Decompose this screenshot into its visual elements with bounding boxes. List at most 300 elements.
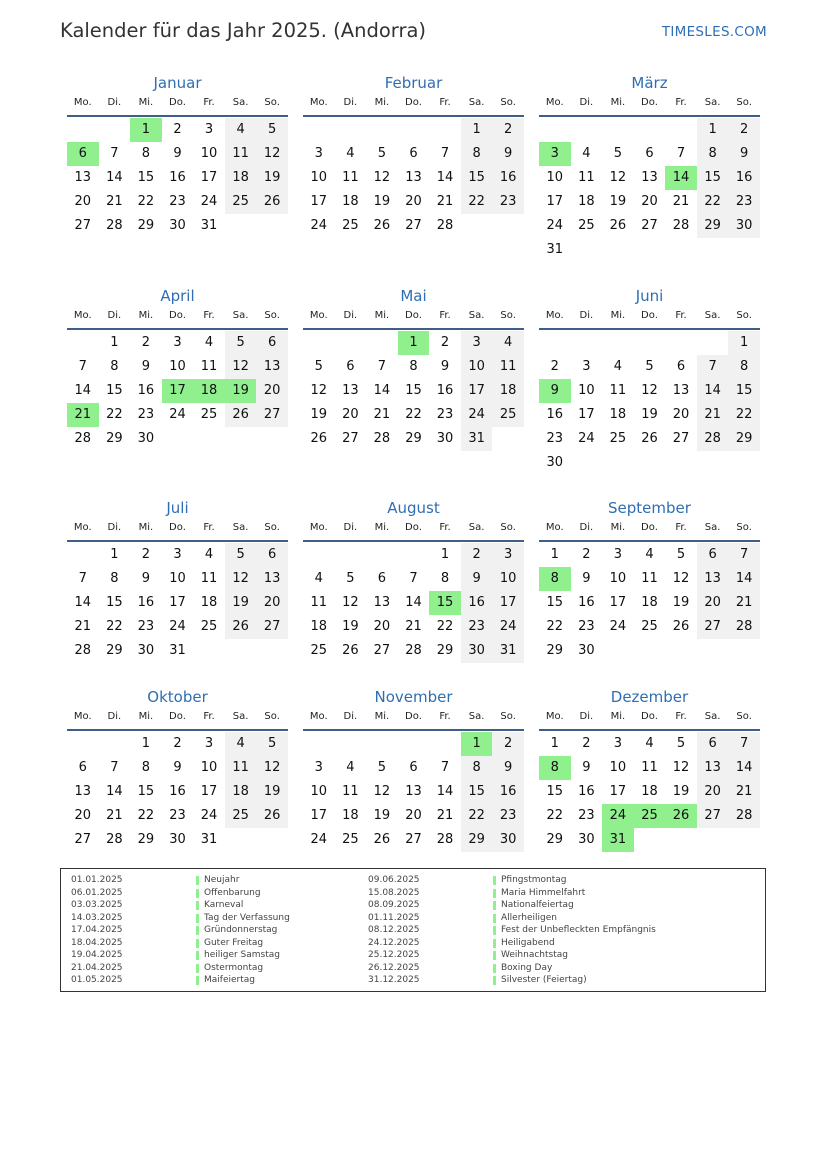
empty-cell — [303, 543, 335, 567]
weekday-label: Sa. — [232, 97, 249, 108]
day-cell: 8 — [409, 359, 418, 374]
day-cell: 29 — [137, 832, 155, 847]
day-grid — [67, 330, 288, 451]
day-cell: 24 — [492, 615, 524, 639]
day-cell: 14 — [728, 756, 760, 780]
day-cell: 16 — [137, 595, 155, 610]
day-cell: 28 — [74, 643, 92, 658]
day-cell: 19 — [225, 591, 257, 615]
day-cell: 7 — [377, 359, 387, 374]
day-cell: 10 — [169, 571, 186, 586]
weekday-label: Sa. — [468, 711, 485, 722]
day-cell: 13 — [256, 355, 288, 379]
month-name: November — [374, 688, 453, 706]
day-cell: 11 — [578, 170, 595, 185]
day-cell: 28 — [405, 643, 422, 658]
day-cell: 7 — [728, 732, 760, 756]
month-name: Mai — [400, 287, 427, 305]
day-cell: 18 — [641, 595, 658, 610]
weekday-label: Fr. — [203, 310, 215, 321]
day-cell: 26 — [672, 619, 690, 634]
day-cell: 8 — [461, 142, 493, 166]
day-cell: 19 — [373, 194, 391, 209]
weekday-label: Sa. — [704, 711, 721, 722]
day-cell: 5 — [676, 547, 686, 562]
day-cell: 14 — [436, 170, 454, 185]
empty-cell — [429, 732, 461, 756]
day-cell: 11 — [641, 760, 658, 775]
day-grid — [539, 731, 760, 852]
weekday-label: So. — [264, 522, 280, 533]
empty-cell — [303, 331, 335, 355]
day-cell: 21 — [106, 194, 123, 209]
day-cell: 13 — [74, 784, 92, 799]
weekday-label: Sa. — [468, 97, 485, 108]
weekday-label: Mi. — [374, 522, 390, 533]
weekday-label: Mi. — [374, 310, 390, 321]
day-cell: 19 — [373, 808, 391, 823]
day-cell: 6 — [78, 760, 87, 775]
day-cell: 10 — [169, 359, 186, 374]
day-cell: 27 — [697, 804, 729, 828]
day-cell: 16 — [169, 784, 186, 799]
day-cell: 29 — [106, 643, 123, 658]
day-cell: 28 — [728, 804, 760, 828]
day-cell: 18 — [641, 784, 658, 799]
empty-cell — [602, 331, 634, 355]
day-cell: 14 — [728, 567, 760, 591]
day-cell: 6 — [409, 146, 418, 161]
day-grid — [539, 542, 760, 663]
day-cell: 9 — [582, 571, 591, 586]
legend-date: 14.03.2025 — [71, 912, 123, 923]
legend-holiday-name: Silvester (Feiertag) — [501, 975, 587, 985]
legend-date: 08.12.2025 — [368, 925, 420, 935]
day-cell: 13 — [405, 784, 422, 799]
day-cell: 8 — [110, 571, 119, 586]
weekday-header — [67, 309, 288, 330]
day-cell: 3 — [461, 331, 493, 355]
day-cell: 14 — [373, 383, 391, 398]
month-name: März — [631, 74, 668, 92]
day-cell: 5 — [225, 331, 257, 355]
day-cell: 24 — [310, 832, 328, 847]
weekday-label: Mo. — [73, 310, 92, 321]
day-cell: 4 — [225, 732, 257, 756]
legend-holiday-name: Gründonnerstag — [204, 925, 278, 935]
weekday-label: Mo. — [545, 522, 564, 533]
day-cell: 29 — [106, 431, 123, 446]
weekday-label: Mo. — [309, 97, 328, 108]
weekday-label: So. — [500, 97, 516, 108]
day-cell: 8 — [141, 760, 151, 775]
weekday-label: Do. — [641, 711, 658, 722]
day-grid — [539, 330, 760, 475]
day-cell: 20 — [697, 591, 729, 615]
holiday-day-cell: 1 — [130, 118, 162, 142]
weekday-label: Di. — [343, 711, 358, 722]
day-cell: 3 — [314, 146, 323, 161]
weekday-label: Sa. — [232, 310, 249, 321]
day-cell: 14 — [106, 170, 123, 185]
day-cell: 20 — [74, 194, 92, 209]
day-cell: 9 — [440, 359, 450, 374]
day-cell: 21 — [405, 619, 422, 634]
legend-date: 09.06.2025 — [368, 875, 420, 885]
day-cell: 24 — [169, 407, 186, 422]
day-cell: 17 — [200, 784, 218, 799]
month-12 — [539, 684, 760, 852]
legend-marker — [493, 876, 496, 885]
day-cell: 13 — [697, 567, 729, 591]
weekday-label: Di. — [579, 97, 594, 108]
day-cell: 25 — [492, 403, 524, 427]
day-cell: 22 — [436, 619, 454, 634]
weekday-label: Do. — [169, 711, 186, 722]
day-cell: 23 — [436, 407, 454, 422]
day-cell: 11 — [609, 383, 627, 398]
weekday-label: Sa. — [704, 97, 721, 108]
empty-cell — [99, 732, 131, 756]
day-cell: 11 — [200, 571, 218, 586]
day-cell: 31 — [546, 242, 564, 257]
day-cell: 12 — [609, 170, 627, 185]
day-cell: 7 — [440, 146, 450, 161]
day-cell: 25 — [225, 190, 257, 214]
day-cell: 28 — [106, 832, 123, 847]
weekday-label: Mi. — [610, 711, 626, 722]
weekday-label: Mi. — [610, 97, 626, 108]
day-cell: 24 — [200, 194, 218, 209]
empty-cell — [398, 543, 430, 567]
day-cell: 8 — [697, 142, 729, 166]
weekday-label: So. — [500, 310, 516, 321]
month-3 — [539, 70, 760, 262]
day-cell: 3 — [173, 547, 182, 562]
day-cell: 3 — [173, 335, 182, 350]
day-cell: 11 — [492, 355, 524, 379]
weekday-label: Di. — [343, 97, 358, 108]
legend-date: 15.08.2025 — [368, 887, 420, 898]
day-cell: 11 — [342, 170, 359, 185]
day-cell: 18 — [578, 194, 595, 209]
day-cell: 19 — [641, 407, 658, 422]
day-cell: 28 — [106, 218, 123, 233]
month-name: August — [387, 499, 440, 517]
day-cell: 19 — [672, 784, 690, 799]
day-cell: 21 — [728, 780, 760, 804]
legend-date: 01.05.2025 — [71, 975, 123, 985]
day-cell: 12 — [310, 383, 328, 398]
day-cell: 9 — [728, 142, 760, 166]
day-cell: 15 — [546, 784, 564, 799]
day-cell: 18 — [225, 780, 257, 804]
day-cell: 4 — [645, 736, 654, 751]
day-cell: 4 — [613, 359, 623, 374]
day-cell: 22 — [546, 808, 564, 823]
day-cell: 20 — [672, 407, 690, 422]
day-cell: 28 — [373, 431, 391, 446]
day-cell: 1 — [550, 736, 559, 751]
legend-date: 01.11.2025 — [368, 912, 420, 923]
day-cell: 15 — [405, 383, 422, 398]
day-cell: 17 — [461, 379, 493, 403]
day-cell: 24 — [578, 431, 595, 446]
day-cell: 2 — [173, 736, 182, 751]
day-cell: 20 — [256, 591, 288, 615]
day-cell: 8 — [461, 756, 493, 780]
day-cell: 25 — [342, 832, 359, 847]
day-cell: 15 — [106, 595, 123, 610]
day-cell: 13 — [697, 756, 729, 780]
holiday-day-cell: 8 — [539, 756, 571, 780]
weekday-label: Fr. — [203, 97, 215, 108]
weekday-label: Do. — [169, 522, 186, 533]
day-cell: 11 — [225, 142, 257, 166]
day-cell: 2 — [440, 335, 450, 350]
day-cell: 10 — [609, 760, 627, 775]
legend-marker — [493, 939, 496, 948]
weekday-header — [67, 96, 288, 117]
legend-date: 24.12.2025 — [368, 937, 420, 948]
day-cell: 7 — [110, 146, 119, 161]
day-cell: 20 — [697, 780, 729, 804]
day-cell: 19 — [256, 780, 288, 804]
day-cell: 5 — [346, 571, 355, 586]
day-cell: 21 — [106, 808, 123, 823]
day-cell: 9 — [173, 146, 182, 161]
day-cell: 16 — [546, 407, 564, 422]
weekday-label: Mi. — [610, 522, 626, 533]
legend-marker — [196, 901, 199, 910]
day-cell: 5 — [645, 359, 654, 374]
day-cell: 10 — [461, 355, 493, 379]
weekday-label: So. — [264, 310, 280, 321]
weekday-label: Sa. — [232, 522, 249, 533]
day-cell: 23 — [578, 808, 595, 823]
day-cell: 28 — [436, 832, 454, 847]
day-cell: 29 — [405, 431, 422, 446]
legend-marker — [493, 926, 496, 935]
day-cell: 5 — [613, 146, 623, 161]
holiday-day-cell: 3 — [539, 142, 571, 166]
day-cell: 1 — [110, 335, 119, 350]
weekday-label: So. — [736, 522, 752, 533]
day-cell: 26 — [225, 403, 257, 427]
day-cell: 1 — [110, 547, 119, 562]
holiday-day-cell: 26 — [665, 804, 697, 828]
month-name: Juni — [635, 287, 664, 305]
legend-marker — [196, 926, 199, 935]
day-cell: 12 — [256, 142, 288, 166]
day-cell: 29 — [697, 214, 729, 238]
day-cell: 30 — [546, 455, 564, 470]
day-cell: 16 — [492, 166, 524, 190]
holiday-day-cell: 6 — [67, 142, 99, 166]
day-cell: 3 — [613, 736, 623, 751]
day-cell: 28 — [436, 218, 454, 233]
day-cell: 22 — [546, 619, 564, 634]
day-cell: 12 — [641, 383, 658, 398]
holiday-legend — [60, 868, 766, 992]
day-cell: 27 — [342, 431, 359, 446]
day-cell: 27 — [641, 218, 658, 233]
holiday-day-cell: 24 — [602, 804, 634, 828]
day-cell: 14 — [74, 383, 92, 398]
day-cell: 12 — [672, 571, 690, 586]
day-cell: 5 — [377, 146, 387, 161]
day-cell: 24 — [200, 808, 218, 823]
day-cell: 8 — [440, 571, 450, 586]
day-cell: 11 — [200, 359, 218, 374]
day-cell: 13 — [74, 170, 92, 185]
empty-cell — [665, 331, 697, 355]
weekday-label: Do. — [641, 310, 658, 321]
day-cell: 27 — [74, 218, 92, 233]
day-cell: 4 — [225, 118, 257, 142]
day-cell: 25 — [200, 619, 218, 634]
month-name: Oktober — [147, 688, 208, 706]
day-cell: 30 — [169, 832, 186, 847]
day-cell: 15 — [137, 170, 155, 185]
day-cell: 26 — [373, 218, 391, 233]
empty-cell — [366, 331, 398, 355]
day-cell: 28 — [74, 431, 92, 446]
day-cell: 21 — [436, 808, 454, 823]
day-cell: 10 — [200, 146, 218, 161]
weekday-label: Do. — [641, 522, 658, 533]
weekday-label: Do. — [405, 711, 422, 722]
day-cell: 3 — [613, 547, 623, 562]
weekday-label: Mi. — [138, 97, 154, 108]
day-cell: 31 — [200, 832, 218, 847]
day-cell: 20 — [342, 407, 359, 422]
day-cell: 22 — [728, 403, 760, 427]
day-cell: 4 — [314, 571, 323, 586]
legend-date: 21.04.2025 — [71, 962, 123, 973]
day-cell: 22 — [461, 804, 493, 828]
day-cell: 23 — [546, 431, 564, 446]
empty-cell — [571, 331, 603, 355]
holiday-day-cell: 19 — [225, 379, 257, 403]
day-cell: 6 — [409, 760, 418, 775]
day-cell: 26 — [342, 643, 359, 658]
day-cell: 12 — [342, 595, 359, 610]
day-cell: 20 — [373, 619, 391, 634]
weekday-label: Di. — [107, 711, 122, 722]
day-cell: 6 — [676, 359, 686, 374]
legend-holiday-name: Nationalfeiertag — [501, 900, 574, 910]
day-cell: 22 — [106, 407, 123, 422]
day-cell: 11 — [225, 756, 257, 780]
day-cell: 10 — [609, 571, 627, 586]
weekday-label: So. — [736, 711, 752, 722]
legend-holiday-name: Allerheiligen — [501, 912, 557, 923]
legend-marker — [196, 951, 199, 960]
weekday-header — [303, 96, 524, 117]
month-7 — [67, 495, 288, 663]
day-cell: 25 — [342, 218, 359, 233]
month-name: Juli — [166, 499, 189, 517]
day-cell: 19 — [310, 407, 328, 422]
weekday-label: Do. — [405, 97, 422, 108]
day-cell: 12 — [256, 756, 288, 780]
legend-holiday-name: Pfingstmontag — [501, 875, 567, 885]
day-cell: 24 — [310, 218, 328, 233]
legend-marker — [493, 951, 496, 960]
weekday-label: Fr. — [439, 97, 451, 108]
weekday-label: Fr. — [439, 711, 451, 722]
legend-marker — [493, 889, 496, 898]
legend-marker — [196, 876, 199, 885]
day-cell: 10 — [546, 170, 564, 185]
legend-holiday-name: Maifeiertag — [204, 975, 255, 985]
weekday-label: Mi. — [374, 97, 390, 108]
holiday-day-cell: 18 — [193, 379, 225, 403]
weekday-header — [539, 521, 760, 542]
day-cell: 4 — [346, 146, 355, 161]
day-grid — [303, 330, 524, 451]
weekday-label: Fr. — [439, 310, 451, 321]
day-cell: 9 — [173, 760, 182, 775]
day-cell: 17 — [310, 194, 328, 209]
day-cell: 9 — [461, 567, 493, 591]
day-cell: 19 — [672, 595, 690, 610]
weekday-label: Mi. — [374, 711, 390, 722]
day-cell: 7 — [676, 146, 686, 161]
day-cell: 15 — [728, 379, 760, 403]
legend-date: 31.12.2025 — [368, 975, 420, 985]
empty-cell — [665, 118, 697, 142]
day-cell: 6 — [377, 571, 387, 586]
month-2 — [303, 70, 524, 238]
day-cell: 21 — [697, 403, 729, 427]
weekday-label: Do. — [169, 310, 186, 321]
day-cell: 9 — [141, 571, 151, 586]
month-name: Februar — [384, 74, 443, 92]
month-5 — [303, 283, 524, 451]
weekday-label: Do. — [169, 97, 186, 108]
day-cell: 14 — [697, 379, 729, 403]
day-cell: 30 — [461, 639, 493, 663]
day-cell: 22 — [697, 190, 729, 214]
day-cell: 22 — [106, 619, 123, 634]
legend-date: 17.04.2025 — [71, 925, 123, 935]
empty-cell — [697, 331, 729, 355]
brand-link[interactable]: TIMESLES.COM — [661, 24, 767, 40]
day-cell: 17 — [578, 407, 595, 422]
day-cell: 15 — [137, 784, 155, 799]
day-cell: 4 — [492, 331, 524, 355]
legend-holiday-name: Guter Freitag — [204, 937, 264, 948]
legend-date: 01.01.2025 — [71, 875, 123, 885]
empty-cell — [634, 118, 666, 142]
day-cell: 13 — [373, 595, 391, 610]
empty-cell — [303, 732, 335, 756]
day-cell: 1 — [141, 736, 151, 751]
weekday-label: Fr. — [439, 522, 451, 533]
weekday-label: Mo. — [73, 711, 92, 722]
day-cell: 24 — [461, 403, 493, 427]
day-cell: 26 — [256, 804, 288, 828]
day-cell: 23 — [169, 808, 186, 823]
day-cell: 9 — [492, 142, 524, 166]
holiday-day-cell: 1 — [398, 331, 430, 355]
day-cell: 6 — [256, 331, 288, 355]
day-cell: 12 — [373, 170, 391, 185]
day-cell: 2 — [173, 122, 182, 137]
day-cell: 30 — [137, 431, 155, 446]
